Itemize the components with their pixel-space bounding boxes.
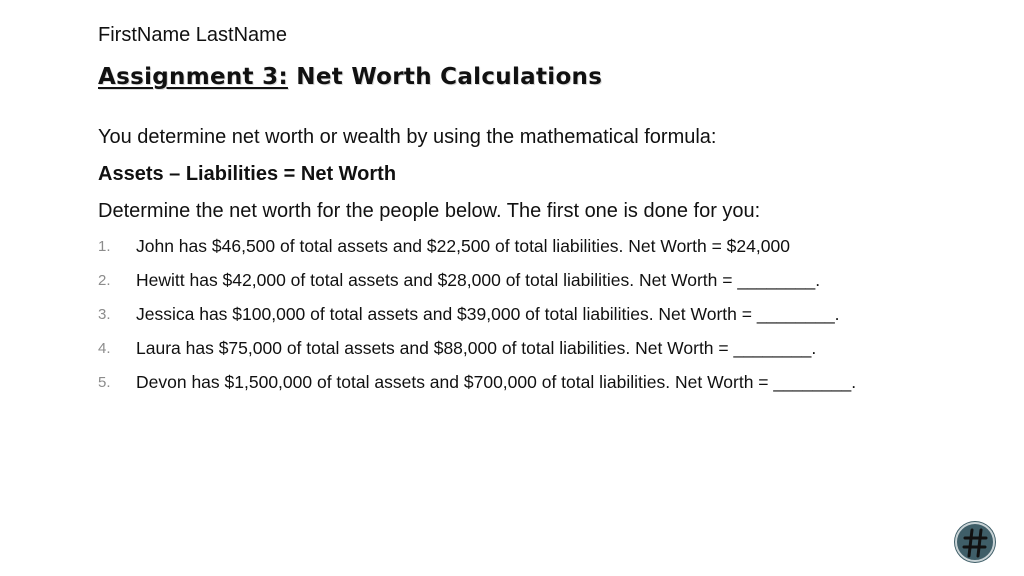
instruction-text: Determine the net worth for the people below. The first one is done for you:	[98, 200, 761, 222]
list-number: 3.	[98, 306, 111, 323]
author-name: FirstName LastName	[98, 24, 287, 46]
list-number: 4.	[98, 340, 111, 357]
list-text: John has $46,500 of total assets and $22,500 of total liabilities. Net Worth = $24,000	[136, 236, 790, 256]
problem-list	[98, 236, 856, 406]
slide-number-badge	[955, 522, 995, 562]
list-text: Devon has $1,500,000 of total assets and $700,000 of total liabilities. Net Worth = ________.	[136, 372, 857, 392]
list-item	[98, 270, 856, 304]
list-number: 5.	[98, 374, 111, 391]
list-item	[98, 372, 856, 406]
list-number: 2.	[98, 272, 111, 289]
hash-icon	[957, 524, 993, 560]
list-text: Hewitt has $42,000 of total assets and $28,000 of total liabilities. Net Worth = ________.	[136, 270, 821, 290]
list-text: Laura has $75,000 of total assets and $88,000 of total liabilities. Net Worth = ________.	[136, 338, 817, 358]
list-item	[98, 236, 856, 270]
list-number: 1.	[98, 238, 111, 255]
list-item	[98, 338, 856, 372]
list-text: Jessica has $100,000 of total assets and $39,000 of total liabilities. Net Worth = ________.	[136, 304, 840, 324]
slide-title	[98, 64, 602, 90]
title-prefix: Assignment 3:	[98, 64, 288, 90]
title-suffix: Net Worth Calculations	[296, 64, 603, 90]
intro-text: You determine net worth or wealth by using the mathematical formula:	[98, 126, 717, 148]
list-item	[98, 304, 856, 338]
formula-text: Assets – Liabilities = Net Worth	[98, 163, 397, 185]
